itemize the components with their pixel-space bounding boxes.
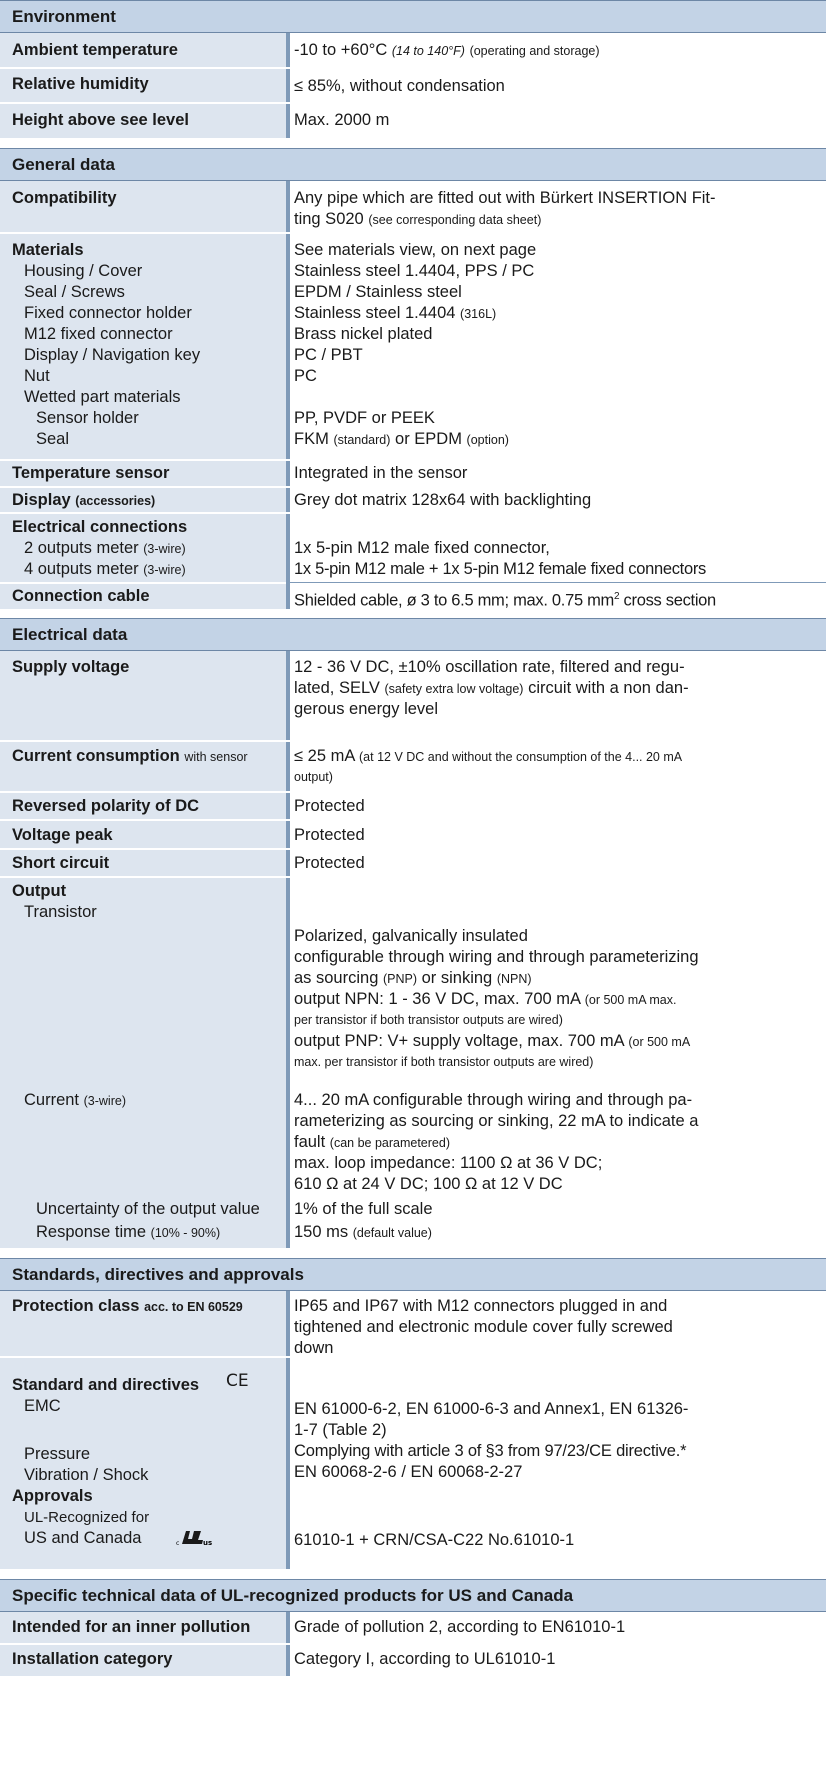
label-relative-humidity: Relative humidity <box>12 75 149 93</box>
value-display: Grey dot matrix 128x64 with backlighting <box>294 491 592 509</box>
value-current-line3: fault (can be parametered) <box>294 1133 450 1151</box>
section-header-general: General data <box>0 148 826 181</box>
value-connection-cable: Shielded cable, ø 3 to 6.5 mm; max. 0.75 $mm^2$ cross section <box>294 591 716 610</box>
value-fixed-connector-holder: Stainless steel 1.4404 (316L) <box>294 304 497 322</box>
value-display-navigation-key: PC / PBT <box>294 346 363 364</box>
label-compatibility: Compatibility <box>12 189 117 207</box>
label-transistor: Transistor <box>24 903 97 921</box>
value-2-outputs-meter: 1x 5-pin M12 male fixed connector, <box>294 539 550 557</box>
label-pressure: Pressure <box>24 1445 91 1463</box>
value-reversed-polarity: Protected <box>294 797 365 815</box>
label-installation-category: Installation category <box>12 1650 173 1668</box>
label-vibration-shock: Vibration / Shock <box>24 1466 149 1484</box>
label-sensor-holder: Sensor holder <box>36 409 139 427</box>
value-transistor-line6: output PNP: V+ supply voltage, max. 700 mA (or 500 mA <box>294 1032 691 1050</box>
value-protection-class-line1: IP65 and IP67 with M12 connectors plugged in and <box>294 1297 668 1315</box>
value-installation-category: Category I, according to UL61010-1 <box>294 1650 556 1668</box>
value-short-circuit: Protected <box>294 854 365 872</box>
value-m12-fixed-connector: Brass nickel plated <box>294 325 433 343</box>
value-ambient-temperature: -10 to +60°C (14 to 140°F) (operating and storage) <box>294 41 600 59</box>
value-supply-voltage-line1: 12 - 36 V DC, ±10% oscillation rate, filtered and regu- <box>294 658 685 676</box>
value-transistor-line7: max. per transistor if both transistor outputs are wired) <box>294 1055 594 1069</box>
label-height: Height above see level <box>12 111 189 129</box>
label-supply-voltage: Supply voltage <box>12 658 130 676</box>
label-4-outputs-meter: 4 outputs meter (3-wire) <box>24 560 186 578</box>
label-standard-directives: Standard and directives <box>12 1376 200 1394</box>
value-seal: FKM (standard) or EPDM (option) <box>294 430 509 448</box>
ul-recognized-icon <box>176 1528 214 1548</box>
label-approvals: Approvals <box>12 1487 93 1505</box>
label-ul-recognized-line1: UL-Recognized for <box>24 1509 150 1526</box>
value-seal-screws: EPDM / Stainless steel <box>294 283 462 301</box>
label-current: Current (3-wire) <box>24 1091 126 1109</box>
value-voltage-peak: Protected <box>294 826 365 844</box>
value-height: Max. 2000 m <box>294 111 390 129</box>
value-current-line5: 610 Ω at 24 V DC; 100 Ω at 12 V DC <box>294 1175 563 1193</box>
label-materials: Materials <box>12 241 84 259</box>
label-ul-recognized-line2: US and Canada <box>24 1529 142 1547</box>
section-header-environment: Environment <box>0 0 826 33</box>
value-transistor-line4: output NPN: 1 - 36 V DC, max. 700 mA (or 500 mA max. <box>294 990 677 1008</box>
svg-text:c: c <box>176 1540 180 1547</box>
label-housing-cover: Housing / Cover <box>24 262 143 280</box>
label-output: Output <box>12 882 67 900</box>
label-reversed-polarity: Reversed polarity of DC <box>12 797 200 815</box>
label-connection-cable: Connection cable <box>12 587 150 605</box>
label-ambient-temperature: Ambient temperature <box>12 41 178 59</box>
value-supply-voltage-line3: gerous energy level <box>294 700 439 718</box>
label-display: Display (accessories) <box>12 491 156 509</box>
label-electrical-connections: Electrical connections <box>12 518 188 536</box>
value-temperature-sensor: Integrated in the sensor <box>294 464 468 482</box>
label-voltage-peak: Voltage peak <box>12 826 113 844</box>
value-compatibility-line2: ting S020 (see corresponding data sheet) <box>294 210 542 228</box>
value-protection-class-line2: tightened and electronic module cover fully screwed <box>294 1318 673 1336</box>
section-header-standards: Standards, directives and approvals <box>0 1258 826 1291</box>
value-sensor-holder: PP, PVDF or PEEK <box>294 409 435 427</box>
label-m12-fixed-connector: M12 fixed connector <box>24 325 173 343</box>
value-materials: See materials view, on next page <box>294 241 537 259</box>
value-vibration-shock: EN 60068-2-6 / EN 60068-2-27 <box>294 1463 523 1481</box>
section-header-ul-specific: Specific technical data of UL-recognized products for US and Canada <box>0 1579 826 1612</box>
svg-text:us: us <box>203 1539 213 1547</box>
value-current-line1: 4... 20 mA configurable through wiring and through pa- <box>294 1091 693 1109</box>
value-nut: PC <box>294 367 317 385</box>
value-protection-class-line3: down <box>294 1339 334 1357</box>
label-emc: EMC <box>24 1397 61 1415</box>
value-ul-recognized: 61010-1 + CRN/CSA-C22 No.61010-1 <box>294 1531 575 1549</box>
value-inner-pollution: Grade of pollution 2, according to EN61010-1 <box>294 1618 626 1636</box>
value-emc-line1: EN 61000-6-2, EN 61000-6-3 and Annex1, EN 61326- <box>294 1400 689 1418</box>
value-supply-voltage-line2: lated, SELV (safety extra low voltage) circuit with a non dan- <box>294 679 689 697</box>
value-transistor-line3: as sourcing (PNP) or sinking (NPN) <box>294 969 532 987</box>
value-pressure: Complying with article 3 of §3 from 97/23/CE directive.* <box>294 1442 687 1460</box>
label-seal: Seal <box>36 430 70 448</box>
value-current-consumption-note: output) <box>294 770 333 784</box>
value-relative-humidity: ≤ 85%, without condensation <box>294 77 505 95</box>
value-4-outputs-meter: 1x 5-pin M12 male + 1x 5-pin M12 female fixed connectors <box>294 560 706 578</box>
section-header-electrical: Electrical data <box>0 618 826 651</box>
value-current-line4: max. loop impedance: 1100 Ω at 36 V DC; <box>294 1154 603 1172</box>
label-2-outputs-meter: 2 outputs meter (3-wire) <box>24 539 186 557</box>
ce-mark-icon: CE <box>226 1371 249 1391</box>
label-fixed-connector-holder: Fixed connector holder <box>24 304 192 322</box>
value-transistor-line5: per transistor if both transistor outputs are wired) <box>294 1013 563 1027</box>
value-compatibility-line1: Any pipe which are fitted out with Bürkert INSERTION Fit- <box>294 189 716 207</box>
value-transistor-line2: configurable through wiring and through parameterizing <box>294 948 699 966</box>
value-current-consumption: ≤ 25 mA (at 12 V DC and without the consumption of the 4... 20 mA <box>294 747 683 765</box>
label-nut: Nut <box>24 367 50 385</box>
label-uncertainty: Uncertainty of the output value <box>36 1200 260 1218</box>
value-emc-line2: 1-7 (Table 2) <box>294 1421 387 1439</box>
value-current-line2: rameterizing as sourcing or sinking, 22 mA to indicate a <box>294 1112 699 1130</box>
value-response-time: 150 ms (default value) <box>294 1223 432 1241</box>
value-uncertainty: 1% of the full scale <box>294 1200 433 1218</box>
label-temperature-sensor: Temperature sensor <box>12 464 170 482</box>
label-seal-screws: Seal / Screws <box>24 283 125 301</box>
label-short-circuit: Short circuit <box>12 854 110 872</box>
label-display-navigation-key: Display / Navigation key <box>24 346 201 364</box>
value-transistor-line1: Polarized, galvanically insulated <box>294 927 528 945</box>
label-wetted-part-materials: Wetted part materials <box>24 388 181 406</box>
label-current-consumption: Current consumption with sensor <box>12 747 248 765</box>
value-housing-cover: Stainless steel 1.4404, PPS / PC <box>294 262 535 280</box>
label-protection-class: Protection class acc. to EN 60529 <box>12 1297 243 1315</box>
label-inner-pollution: Intended for an inner pollution <box>12 1618 251 1636</box>
label-response-time: Response time (10% - 90%) <box>36 1223 221 1241</box>
